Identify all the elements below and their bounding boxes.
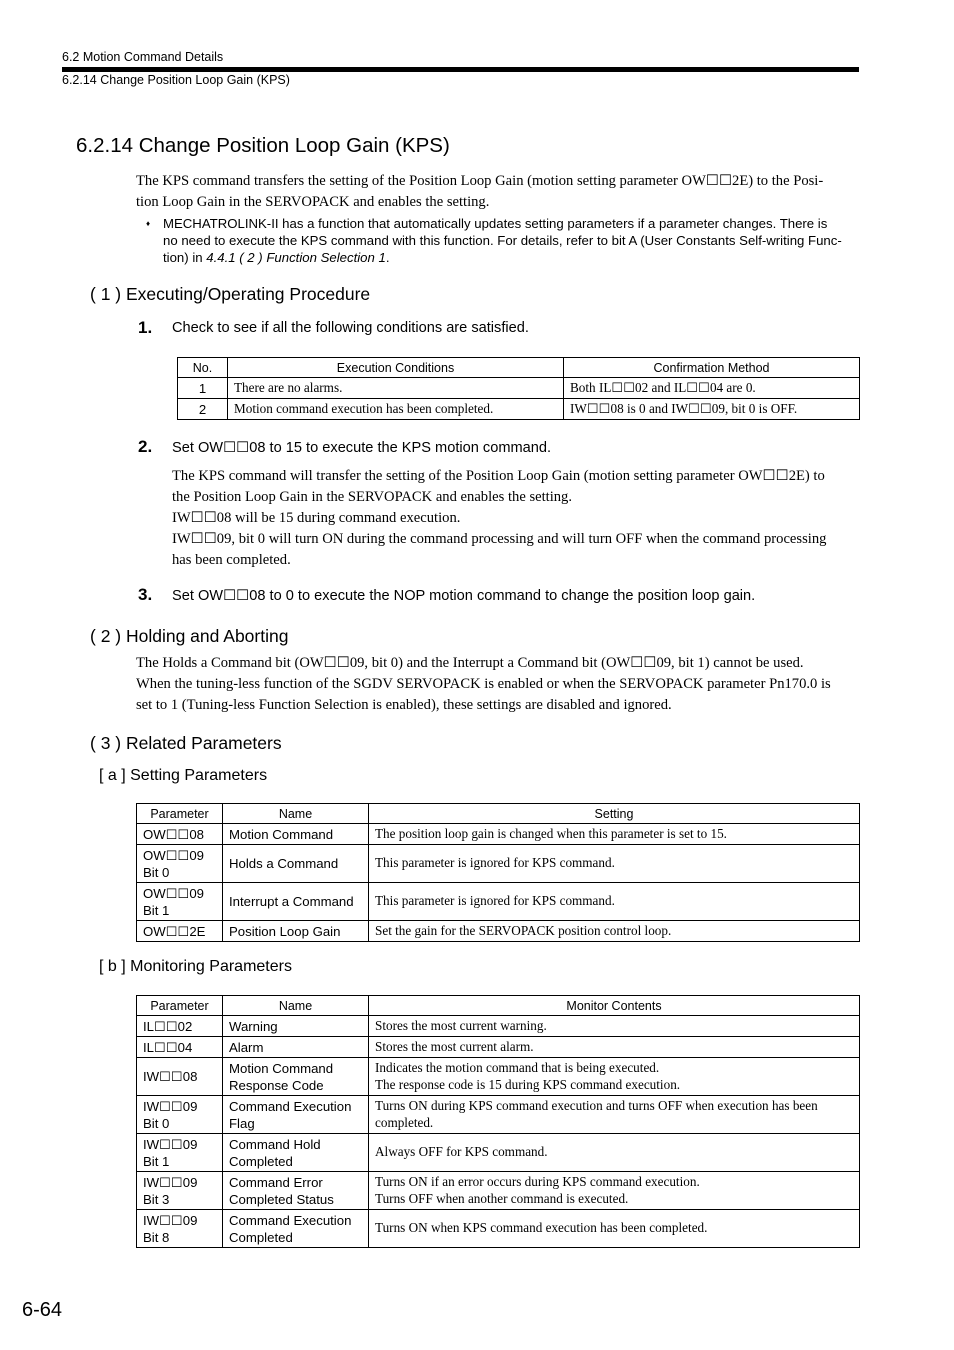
monitoring-parameters-table [136, 995, 860, 1248]
table-row: IW☐☐09 Bit 3 Command Error Completed Status Turns ON if an error occurs during KPS command execution. Turns OFF when another command is executed. [137, 1172, 860, 1210]
step-1-number: 1. [138, 318, 153, 337]
col-header-name: Name [223, 804, 369, 824]
table-row: IW☐☐09 Bit 0 Command Execution Flag Turns ON during KPS command execution and turns OFF when execution has been completed. [137, 1096, 860, 1134]
page-number: 6-64 [22, 1299, 63, 1321]
conditions-table [177, 357, 860, 420]
table-row: IL☐☐02 Warning Stores the most current warning. [137, 1016, 860, 1037]
table-row: 1 There are no alarms. Both IL☐☐02 and IL☐☐04 are 0. [178, 378, 860, 399]
table-row: IW☐☐09 Bit 1 Command Hold Completed Always OFF for KPS command. [137, 1134, 860, 1172]
table-row: OW☐☐09 Bit 0 Holds a Command This parameter is ignored for KPS command. [137, 845, 860, 883]
running-header-section: 6.2 Motion Command Details [62, 50, 224, 64]
bullet-diamond-icon: ♦ [146, 219, 151, 228]
section-2-heading: ( 2 ) Holding and Aborting [90, 626, 289, 646]
intro-line-1: The KPS command transfers the setting of the Position Loop Gain (motion setting parameter OW☐☐2E) to the Posi- [136, 173, 824, 189]
section-2-paragraph: The Holds a Command bit (OW☐☐09, bit 0) and the Interrupt a Command bit (OW☐☐09, bit 1) cannot be used. When the tuning-less function of the SGDV SERVOPACK is enabled or when the SERVOPACK parameter Pn170.0 is set to 1 (Tuning-less Function Selection is enabled), these settings are disabled and ignored. [136, 655, 831, 713]
table-header-row [178, 358, 860, 378]
note-bullet [146, 215, 860, 267]
step-3-number: 3. [138, 585, 153, 604]
col-header-monitor-contents: Monitor Contents [369, 996, 860, 1016]
step-2-text: Set OW☐☐08 to 15 to execute the KPS motion command. [172, 440, 552, 456]
monitoring-parameters-heading: [ b ] Monitoring Parameters [99, 958, 292, 975]
table-row: OW☐☐09 Bit 1 Interrupt a Command This parameter is ignored for KPS command. [137, 883, 860, 921]
col-header-parameter: Parameter [137, 804, 223, 824]
header-rule [62, 67, 859, 72]
table-row: IW☐☐08 Motion Command Response Code Indicates the motion command that is being executed. The response code is 15 during KPS command execution. [137, 1058, 860, 1096]
section-3-heading: ( 3 ) Related Parameters [90, 733, 282, 753]
step-2-explanation: The KPS command will transfer the setting of the Position Loop Gain (motion setting parameter OW☐☐2E) to the Position Loop Gain in the SERVOPACK and enables the setting. IW☐☐08 will be 15 during command execution. IW☐☐09, bit 0 will turn ON during the command processing and will turn OFF when the command processing has been completed. [172, 468, 827, 568]
step-3-text: Set OW☐☐08 to 0 to execute the NOP motion command to change the position loop gain. [172, 588, 756, 604]
col-header-parameter: Parameter [137, 996, 223, 1016]
intro-line-2: tion Loop Gain in the SERVOPACK and enables the setting. [136, 194, 490, 210]
table-header-row [137, 804, 860, 824]
table-row: IW☐☐09 Bit 8 Command Execution Completed Turns ON when KPS command execution has been completed. [137, 1210, 860, 1248]
col-header-confirmation-method: Confirmation Method [564, 358, 860, 378]
setting-parameters-table [136, 803, 860, 942]
table-row: OW☐☐2E Position Loop Gain Set the gain for the SERVOPACK position control loop. [137, 921, 860, 942]
intro-paragraph [136, 171, 861, 213]
section-1-heading: ( 1 ) Executing/Operating Procedure [90, 284, 371, 304]
col-header-setting: Setting [369, 804, 860, 824]
table-row: 2 Motion command execution has been completed. IW☐☐08 is 0 and IW☐☐09, bit 0 is OFF. [178, 399, 860, 420]
table-row: IL☐☐04 Alarm Stores the most current alarm. [137, 1037, 860, 1058]
table-header-row [137, 996, 860, 1016]
note-line-2: no need to execute the KPS command with this function. For details, refer to bit A (User Constants Self-writing Func- [163, 233, 842, 249]
note-line-3: tion) in 4.4.1 ( 2 ) Function Selection 1. [163, 250, 390, 266]
setting-parameters-heading: [ a ] Setting Parameters [99, 767, 268, 784]
step-2-number: 2. [138, 437, 153, 456]
page-title: 6.2.14 Change Position Loop Gain (KPS) [76, 134, 450, 157]
table-row: OW☐☐08 Motion Command The position loop gain is changed when this parameter is set to 15. [137, 824, 860, 845]
step-1-text: Check to see if all the following conditions are satisfied. [172, 320, 529, 336]
note-line-1: MECHATROLINK-II has a function that automatically updates setting parameters if a parameter changes. There is [163, 216, 828, 231]
col-header-execution-conditions: Execution Conditions [228, 358, 564, 378]
running-header-subsection: 6.2.14 Change Position Loop Gain (KPS) [62, 73, 290, 87]
note-reference-link: 4.4.1 ( 2 ) Function Selection 1 [206, 250, 386, 266]
col-header-no: No. [178, 358, 228, 378]
col-header-name: Name [223, 996, 369, 1016]
